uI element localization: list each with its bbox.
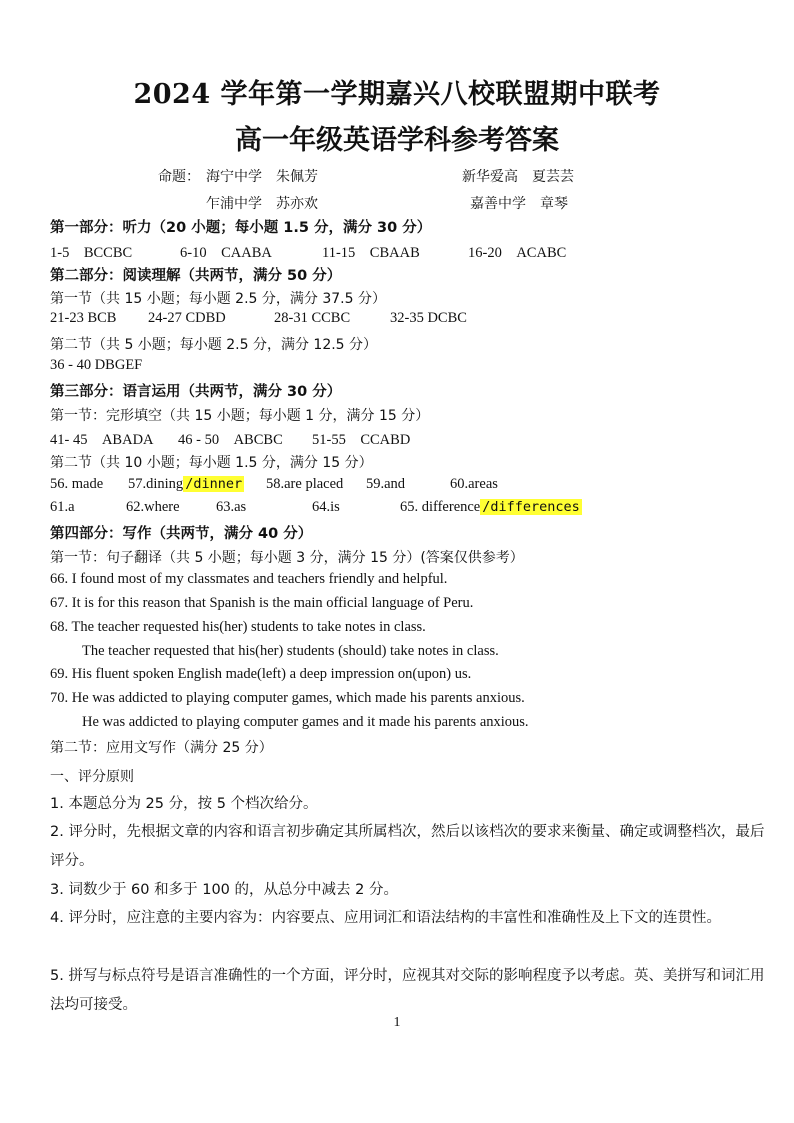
translation-69: 69. His fluent spoken English made(left) a deep impression on(upon) us. [50,666,472,682]
answer-group: 21-23 BCB [50,310,117,326]
translation-70-alt: He was addicted to playing computer games and it made his parents anxious. [82,714,529,730]
answer-group: 41- 45 ABADA [50,432,154,448]
answer-group: 16-20 ACABC [468,245,567,261]
part4-section2: 第二节：应用文写作（满分 25 分） [50,740,273,756]
answer-63: 63.as [216,499,247,515]
answer-64: 64.is [312,499,340,515]
part2-section1-answers [50,310,770,330]
criterion-1: 1. 本题总分为 25 分，按 5 个档次给分。 [50,796,318,812]
criterion-3: 3. 词数少于 60 和多于 100 的，从总分中减去 2 分。 [50,882,398,898]
part1-answers [50,241,770,261]
answer-group: 24-27 CDBD [148,310,226,326]
answer-group: 32-35 DCBC [390,310,467,326]
translation-68: 68. The teacher requested his(her) students to take notes in class. [50,619,426,635]
answer-60: 60.areas [450,476,498,492]
answer-56: 56. made [50,476,104,492]
translation-67: 67. It is for this reason that Spanish is the main official language of Peru. [50,595,474,611]
part3-row2 [50,499,770,519]
document-subtitle: 高一年级英语学科参考答案 [235,125,559,156]
author-4: 嘉善中学 章琴 [470,196,568,212]
answer-group: 28-31 CCBC [274,310,351,326]
answer-group: 51-55 CCABD [312,432,411,448]
part4-heading: 第四部分：写作（共两节，满分 40 分） [50,526,313,542]
criterion-4: 4. 评分时，应注意的主要内容为：内容要点、应用词汇和语法结构的丰富性和准确性及上下文的连贯性。 [50,910,721,926]
answer-group: 1-5 BCCBC [50,245,133,261]
part3-heading: 第三部分：语言运用（共两节，满分 30 分） [50,384,342,400]
translation-68-alt: The teacher requested that his(her) students (should) take notes in class. [82,643,499,659]
part3-row1 [50,476,770,496]
document-title: 2024 学年第一学期嘉兴八校联盟期中联考 [133,79,661,110]
answer-62: 62.where [126,499,180,515]
criteria-heading: 一、评分原则 [50,769,134,785]
highlighted-alternative: /dinner [185,476,243,492]
author-3: 乍浦中学 苏亦欢 [206,196,318,212]
answer-65-text: 65. difference [400,499,481,515]
part2-heading: 第二部分：阅读理解（共两节，满分 50 分） [50,268,342,284]
authors-label: 命题： [158,169,200,185]
criterion-5: 5. 拼写与标点符号是语言准确性的一个方面，评分时，应视其对交际的影响程度予以考虑。英、美拼写和词汇用法均可接受。 [50,968,765,1013]
answer-57 [128,476,244,493]
answer-59: 59.and [366,476,406,492]
highlighted-alternative: /differences [482,499,580,515]
part2-section2: 第二节（共 5 小题；每小题 2.5 分，满分 12.5 分） [50,337,378,353]
answer-58: 58.are placed [266,476,344,492]
answer-65 [400,499,582,516]
part2-section2-answers: 36 - 40 DBGEF [50,357,143,373]
answer-61: 61.a [50,499,75,515]
page-number: 1 [393,1015,401,1030]
part1-heading: 第一部分：听力（20 小题；每小题 1.5 分，满分 30 分） [50,220,432,236]
author-2: 新华爱高 夏芸芸 [462,169,574,185]
translation-66: 66. I found most of my classmates and teachers friendly and helpful. [50,571,448,587]
answer-57-text: 57.dining [128,476,184,492]
part3-section2: 第二节（共 10 小题；每小题 1.5 分，满分 15 分） [50,455,373,471]
part3-section1: 第一节：完形填空（共 15 小题；每小题 1 分，满分 15 分） [50,408,430,424]
answer-group: 46 - 50 ABCBC [178,432,283,448]
part2-section1: 第一节（共 15 小题；每小题 2.5 分，满分 37.5 分） [50,291,386,307]
part3-section1-answers [50,428,770,448]
translation-70: 70. He was addicted to playing computer games, which made his parents anxious. [50,690,525,706]
criterion-2: 2. 评分时，先根据文章的内容和语言初步确定其所属档次，然后以该档次的要求来衡量、确定或调整档次，最后评分。 [50,824,765,869]
answer-group: 6-10 CAABA [180,245,272,261]
part4-section1: 第一节：句子翻译（共 5 小题；每小题 3 分，满分 15 分）(答案仅供参考） [50,550,524,566]
author-1: 海宁中学 朱佩芳 [206,169,318,185]
answer-group: 11-15 CBAAB [322,245,420,261]
